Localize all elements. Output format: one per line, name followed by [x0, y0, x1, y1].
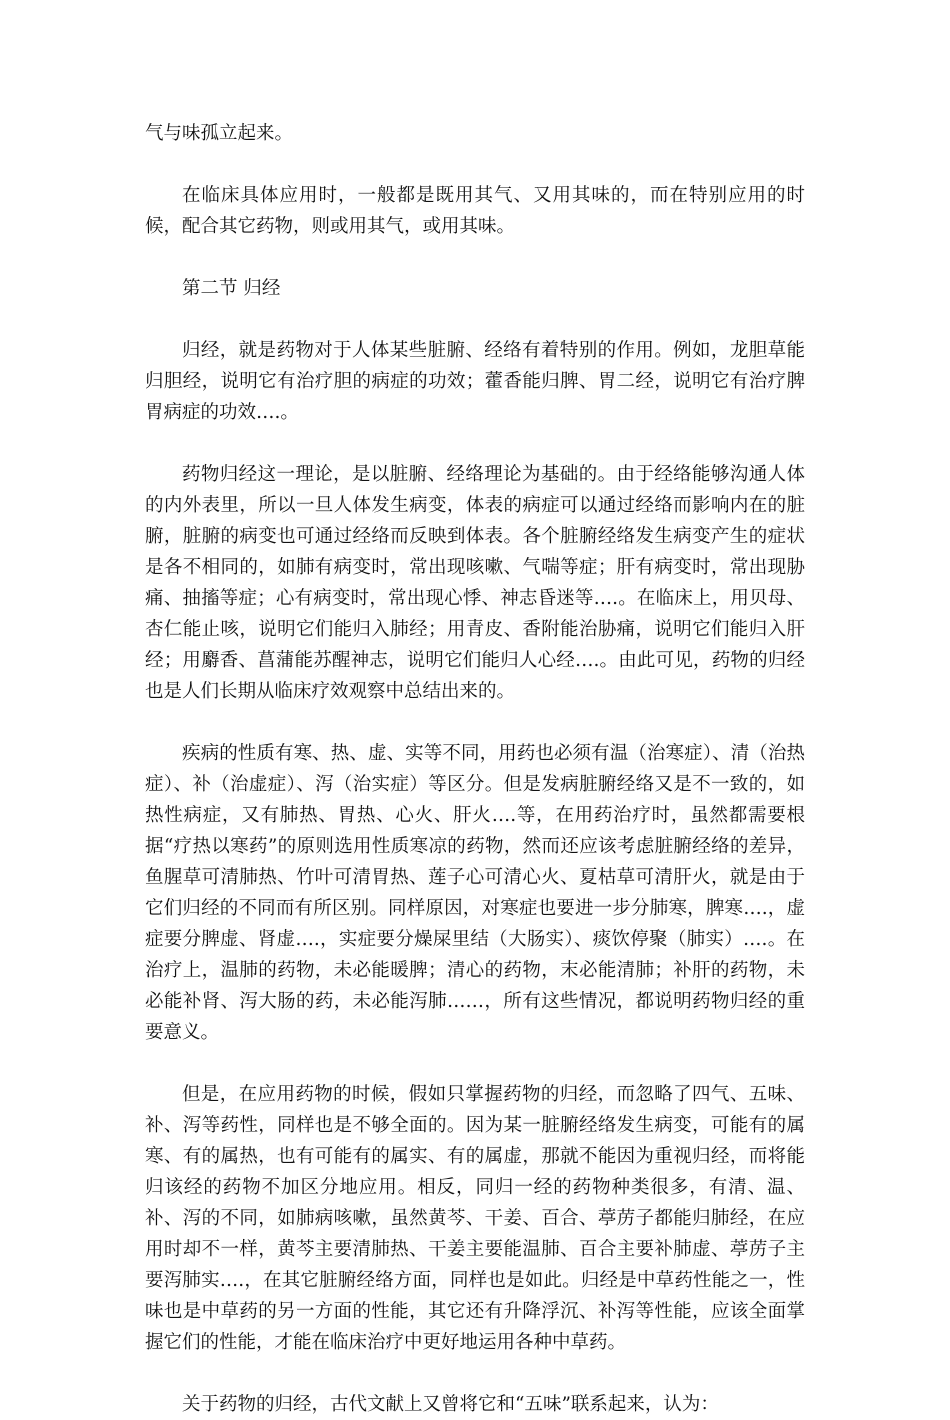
paragraph-theory: 药物归经这一理论，是以脏腑、经络理论为基础的。由于经络能够沟通人体的内外表里，所以一旦人体发生病变，体表的病症可以通过经络而影响内在的脏腑，脏腑的病变也可通过经络而反映到体表。各个脏腑经络发生病变产生的症状是各不相同的，如肺有病变时，常出现咳嗽、气喘等症；肝有病变时，常出现胁痛、抽搐等症；心有病变时，常出现心悸、神志昏迷等….。在临床上，用贝母、杏仁能止咳，说明它们能归入肺经；用青皮、香附能治胁痛，说明它们能归入肝经；用麝香、菖蒲能苏醒神志，说明它们能归人心经….。由此可见，药物的归经也是人们长期从临床疗效观察中总结出来的。 [145, 464, 805, 702]
paragraph-definition: 归经，就是药物对于人体某些脏腑、经络有着特别的作用。例如，龙胆草能归胆经，说明它有治疗胆的病症的功效；藿香能归脾、胃二经，说明它有治疗脾胃病症的功效….。 [145, 340, 805, 423]
paragraph-clinical-application: 在临床具体应用时，一般都是既用其气、又用其味的，而在特别应用的时候，配合其它药物，则或用其气，或用其味。 [145, 185, 805, 237]
paragraph-continuation: 气与味孤立起来。 [145, 123, 294, 144]
paragraph-comprehensive: 但是，在应用药物的时候，假如只掌握药物的归经，而忽略了四气、五味、补、泻等药性，同样也是不够全面的。因为某一脏腑经络发生病变，可能有的属寒、有的属热，也有可能有的属实、有的属虚，那就不能因为重视归经，而将能归该经的药物不加区分地应用。相反，同归一经的药物种类很多，有清、温、补、泻的不同，如肺病咳嗽，虽然黄芩、干姜、百合、葶苈子都能归肺经，在应用时却不一样，黄芩主要清肺热、干姜主要能温肺、百合主要补肺虚、葶苈子主要泻肺实….，在其它脏腑经络方面，同样也是如此。归经是中草药性能之一，性味也是中草药的另一方面的性能，其它还有升降浮沉、补泻等性能，应该全面掌握它们的性能，才能在临床治疗中更好地运用各种中草药。 [145, 1084, 805, 1353]
paragraph-disease-nature: 疾病的性质有寒、热、虚、实等不同，用药也必须有温（治寒症）、清（治热症）、补（治虚症）、泻（治实症）等区分。但是发病脏腑经络又是不一致的，如热性病症，又有肺热、胃热、心火、肝火….等，在用药治疗时，虽然都需要根据“疗热以寒药”的原则选用性质寒凉的药物，然而还应该考虑脏腑经络的差异，鱼腥草可清肺热、竹叶可清胃热、莲子心可清心火、夏枯草可清肝火，就是由于它们归经的不同而有所区别。同样原因，对寒症也要进一步分肺寒，脾寒….，虚症要分脾虚、肾虚….，实症要分燥屎里结（大肠实）、痰饮停聚（肺实）….。在治疗上，温肺的药物，未必能暖脾；清心的药物，末必能清肺；补肝的药物，未必能补肾、泻大肠的药，未必能泻肺……，所有这些情况，都说明药物归经的重要意义。 [145, 743, 805, 1043]
paragraph-five-flavors: 关于药物的归经，古代文献上又曾将它和“五味”联系起来，认为： [182, 1394, 719, 1415]
document-page [145, 118, 805, 1420]
section-heading: 第二节 归经 [182, 278, 281, 299]
